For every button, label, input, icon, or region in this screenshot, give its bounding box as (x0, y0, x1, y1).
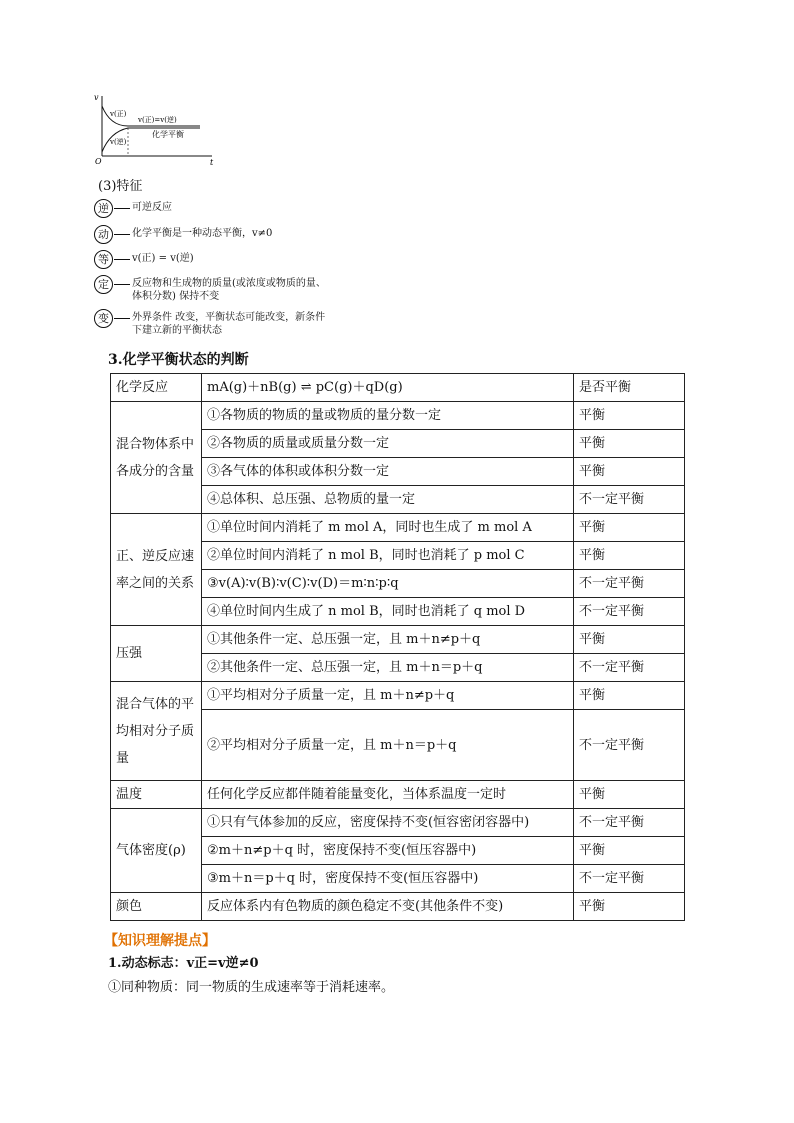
result-cell: 平衡 (574, 430, 685, 458)
feature-text: 外界条件 改变，平衡状态可能改变，新条件 (132, 312, 326, 323)
condition-cell: ②其他条件一定、总压强一定，且 m＋n＝p＋q (202, 654, 574, 682)
features-heading: (3)特征 (98, 179, 143, 194)
table-row (111, 402, 685, 430)
equilibrium-label: 化学平衡 (152, 130, 184, 139)
result-cell: 平衡 (574, 626, 685, 654)
connector-line (114, 284, 130, 285)
table-row (111, 893, 685, 921)
rate-time-graph (92, 92, 222, 168)
feature-char: 等 (94, 250, 113, 269)
origin-label: O (95, 157, 102, 166)
tip-title: 【知识理解提点】 (104, 933, 216, 949)
reverse-rate-label: v(逆) (110, 138, 127, 146)
condition-cell: ②单位时间内消耗了 n mol B，同时也消耗了 p mol C (202, 542, 574, 570)
point-detail: ①同种物质：同一物质的生成速率等于消耗速率。 (108, 980, 395, 995)
t-axis-label: t (210, 158, 214, 167)
condition-cell: 任何化学反应都伴随着能量变化，当体系温度一定时 (202, 781, 574, 809)
feature-item (94, 275, 364, 305)
feature-char: 定 (94, 275, 113, 294)
result-cell: 不一定平衡 (574, 570, 685, 598)
connector-line (114, 234, 130, 235)
header-cell: 化学反应 (111, 374, 202, 402)
condition-cell: ①单位时间内消耗了 m mol A，同时也生成了 m mol A (202, 514, 574, 542)
feature-text: v(正) = v(逆) (132, 253, 194, 264)
condition-cell: ④单位时间内生成了 n mol B，同时也消耗了 q mol D (202, 598, 574, 626)
feature-char: 动 (94, 225, 113, 244)
condition-cell: ②各物质的质量或质量分数一定 (202, 430, 574, 458)
result-cell: 平衡 (574, 542, 685, 570)
result-cell: 平衡 (574, 893, 685, 921)
condition-cell: ④总体积、总压强、总物质的量一定 (202, 486, 574, 514)
result-cell: 平衡 (574, 458, 685, 486)
table-row (111, 682, 685, 710)
condition-cell: ①平均相对分子质量一定，且 m＋n≠p＋q (202, 682, 574, 710)
connector-line (114, 318, 130, 319)
condition-cell: ①各物质的物质的量或物质的量分数一定 (202, 402, 574, 430)
v-axis-label: v (94, 93, 99, 102)
result-cell: 不一定平衡 (574, 486, 685, 514)
table-row (111, 514, 685, 542)
equilibrium-judgement-table (110, 373, 685, 921)
category-cell: 温度 (111, 781, 202, 809)
connector-line (114, 259, 130, 260)
result-cell: 平衡 (574, 682, 685, 710)
category-cell: 颜色 (111, 893, 202, 921)
feature-text: 化学平衡是一种动态平衡，v≠0 (132, 228, 273, 239)
feature-item (94, 225, 364, 245)
header-cell: mA(g)＋nB(g) ⇌ pC(g)＋qD(g) (202, 374, 574, 402)
feature-text: 可逆反应 (132, 202, 172, 213)
point-heading: 1.动态标志：v正=v逆≠0 (108, 956, 259, 971)
forward-rate-label: v(正) (110, 110, 127, 118)
feature-item (94, 309, 364, 339)
category-cell: 混合物体系中各成分的含量 (111, 402, 202, 514)
condition-cell: ③v(A)∶v(B)∶v(C)∶v(D)＝m∶n∶p∶q (202, 570, 574, 598)
category-cell: 混合气体的平均相对分子质量 (111, 682, 202, 781)
feature-item (94, 199, 364, 219)
condition-cell: ②平均相对分子质量一定，且 m＋n＝p＋q (202, 710, 574, 781)
category-cell: 正、逆反应速率之间的关系 (111, 514, 202, 626)
table-row (111, 626, 685, 654)
result-cell: 不一定平衡 (574, 710, 685, 781)
table-header-row (111, 374, 685, 402)
feature-text: 反应物和生成物的质量(或浓度或物质的量、 (132, 278, 326, 289)
category-cell: 气体密度(ρ) (111, 809, 202, 893)
header-cell: 是否平衡 (574, 374, 685, 402)
section-title: 3.化学平衡状态的判断 (108, 352, 249, 368)
feature-item (94, 250, 364, 270)
category-cell: 压强 (111, 626, 202, 682)
table-row (111, 809, 685, 837)
result-cell: 不一定平衡 (574, 865, 685, 893)
result-cell: 平衡 (574, 837, 685, 865)
result-cell: 平衡 (574, 514, 685, 542)
feature-char: 变 (94, 309, 113, 328)
feature-char: 逆 (94, 199, 113, 218)
table-row (111, 781, 685, 809)
result-cell: 平衡 (574, 402, 685, 430)
result-cell: 平衡 (574, 781, 685, 809)
condition-cell: ③各气体的体积或体积分数一定 (202, 458, 574, 486)
result-cell: 不一定平衡 (574, 809, 685, 837)
condition-cell: ①只有气体参加的反应，密度保持不变(恒容密闭容器中) (202, 809, 574, 837)
result-cell: 不一定平衡 (574, 598, 685, 626)
condition-cell: 反应体系内有色物质的颜色稳定不变(其他条件不变) (202, 893, 574, 921)
condition-cell: ③m＋n＝p＋q 时，密度保持不变(恒压容器中) (202, 865, 574, 893)
condition-cell: ①其他条件一定、总压强一定，且 m＋n≠p＋q (202, 626, 574, 654)
feature-text: 体积分数) 保持不变 (132, 291, 220, 302)
connector-line (114, 208, 130, 209)
feature-text: 下建立新的平衡状态 (132, 325, 222, 336)
result-cell: 不一定平衡 (574, 654, 685, 682)
condition-cell: ②m＋n≠p＋q 时，密度保持不变(恒压容器中) (202, 837, 574, 865)
equal-rate-label: v(正)=v(逆) (138, 116, 177, 124)
